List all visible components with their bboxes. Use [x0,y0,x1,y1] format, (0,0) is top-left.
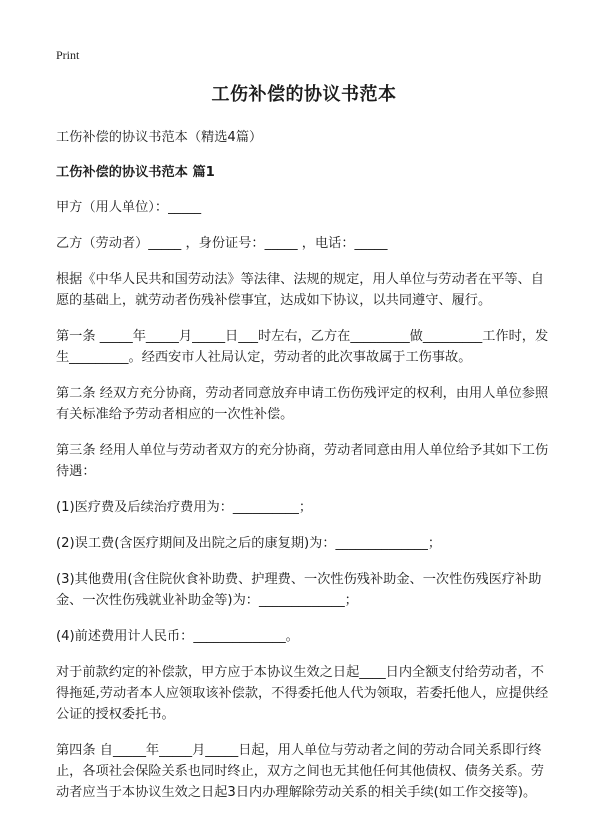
item-3-other-fees: (3)其他费用(含住院伙食补助费、护理费、一次性伤残补助金、一次性伤残医疗补助金、一次性伤残就业补助金等)为：_____________； [56,572,542,608]
item-2-lost-wages: (2)误工费(含医疗期间及出院之后的康复期)为：______________； [56,536,442,551]
item-1-medical-fees: (1)医疗费及后续治疗费用为：__________； [56,500,313,515]
article-4-paragraph: 第四条 自_____年_____月_____日起，用人单位与劳动者之间的劳动合同关系即行终止，各项社会保险关系也同时终止，双方之间也无其他任何其他债权、债务关系。劳动者应当于本协议生效之日起3日内办理解除劳动关系的相关手续(如工作交接等)。 [56,743,544,800]
party-b-line: 乙方（劳动者）_____ ，身份证号：_____ ，电话：_____ [56,236,388,251]
article-1-paragraph: 第一条 _____年_____月_____日___时左右，乙方在_________做_________工作时，发生_________。经西安市人社局认定，劳动者的此次事故属于工伤事故。 [56,329,549,365]
print-link[interactable]: Print [56,48,80,62]
article-3-paragraph: 第三条 经用人单位与劳动者双方的充分协商，劳动者同意由用人单位给予其如下工伤待遇： [56,443,549,479]
document-title: 工伤补偿的协议书范本 [211,84,397,105]
payment-terms-paragraph: 对于前款约定的补偿款，甲方应于本协议生效之日起____日内全额支付给劳动者，不得拖延,劳动者本人应领取该补偿款，不得委托他人代为领取，若委托他人，应提供经公证的授权委托书。 [56,665,549,722]
article-2-paragraph: 第二条 经双方充分协商，劳动者同意放弃申请工伤伤残评定的权利，由用人单位参照有关标准给予劳动者相应的一次性补偿。 [56,386,549,422]
party-a-line: 甲方（用人单位）：_____ [56,200,202,215]
document-subtitle: 工伤补偿的协议书范本（精选4篇） [56,130,263,145]
section-heading: 工伤补偿的协议书范本 篇1 [56,165,215,180]
item-4-total-amount: (4)前述费用计人民币：______________。 [56,629,299,644]
preamble-paragraph: 根据《中华人民共和国劳动法》等法律、法规的规定，用人单位与劳动者在平等、自愿的基础上，就劳动者伤残补偿事宜，达成如下协议，以共同遵守、履行。 [56,272,544,308]
